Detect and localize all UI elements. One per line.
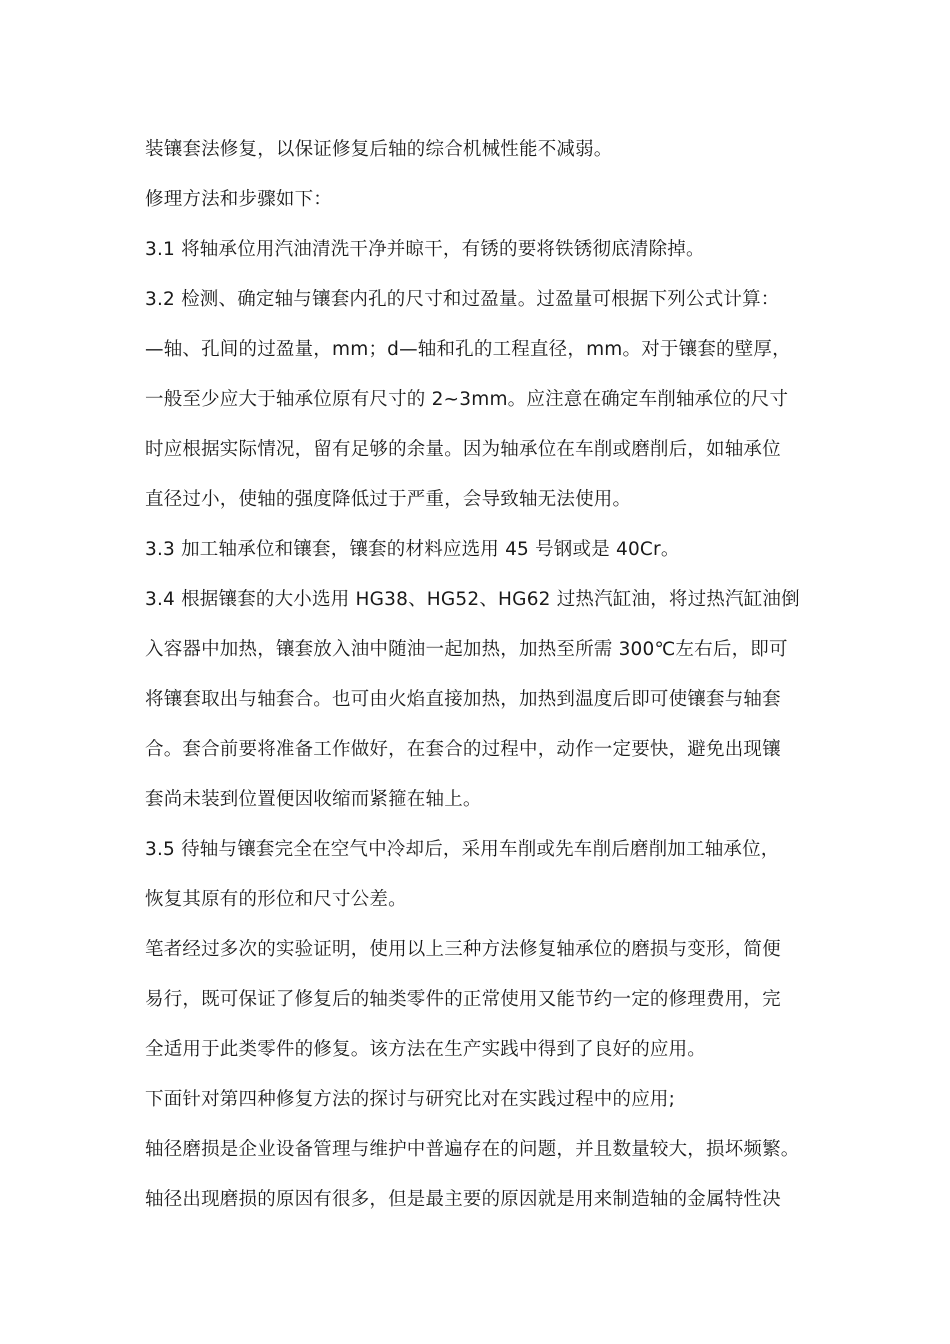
text-line: 轴径出现磨损的原因有很多，但是最主要的原因就是用来制造轴的金属特性决 (145, 1189, 781, 1210)
text-line: 3.3 加工轴承位和镶套，镶套的材料应选用 45 号钢或是 40Cr。 (145, 539, 680, 560)
text-line: 3.2 检测、确定轴与镶套内孔的尺寸和过盈量。过盈量可根据下列公式计算： (145, 289, 780, 310)
text-line: 全适用于此类零件的修复。该方法在生产实践中得到了良好的应用。 (145, 1039, 707, 1060)
text-line: 装镶套法修复，以保证修复后轴的综合机械性能不减弱。 (145, 139, 613, 160)
text-line: —轴、孔间的过盈量，mm；d—轴和孔的工程直径，mm。对于镶套的壁厚， (145, 339, 791, 360)
text-line: 时应根据实际情况，留有足够的余量。因为轴承位在车削或磨削后，如轴承位 (145, 439, 781, 460)
text-line: 恢复其原有的形位和尺寸公差。 (145, 889, 407, 910)
text-line: 一般至少应大于轴承位原有尺寸的 2~3mm。应注意在确定车削轴承位的尺寸 (145, 389, 789, 410)
text-line: 将镶套取出与轴套合。也可由火焰直接加热，加热到温度后即可使镶套与轴套 (145, 689, 781, 710)
text-line: 合。套合前要将准备工作做好，在套合的过程中，动作一定要快，避免出现镶 (145, 739, 781, 760)
text-line: 3.4 根据镶套的大小选用 HG38、HG52、HG62 过热汽缸油，将过热汽缸油倒 (145, 589, 800, 610)
text-line: 3.5 待轴与镶套完全在空气中冷却后，采用车削或先车削后磨削加工轴承位， (145, 839, 780, 860)
text-line: 笔者经过多次的实验证明，使用以上三种方法修复轴承位的磨损与变形，简便 (145, 939, 781, 960)
text-line: 直径过小，使轴的强度降低过于严重，会导致轴无法使用。 (145, 489, 632, 510)
text-line: 轴径磨损是企业设备管理与维护中普遍存在的问题，并且数量较大，损坏频繁。 (145, 1139, 800, 1160)
text-line: 易行，既可保证了修复后的轴类零件的正常使用又能节约一定的修理费用，完 (145, 989, 781, 1010)
text-line: 下面针对第四种修复方法的探讨与研究比对在实践过程中的应用; (145, 1089, 676, 1110)
text-line: 入容器中加热，镶套放入油中随油一起加热，加热至所需 300℃左右后，即可 (145, 639, 788, 660)
text-line: 套尚未装到位置便因收缩而紧箍在轴上。 (145, 789, 482, 810)
text-line: 修理方法和步骤如下： (145, 189, 333, 210)
text-line: 3.1 将轴承位用汽油清洗干净并晾干，有锈的要将铁锈彻底清除掉。 (145, 239, 705, 260)
